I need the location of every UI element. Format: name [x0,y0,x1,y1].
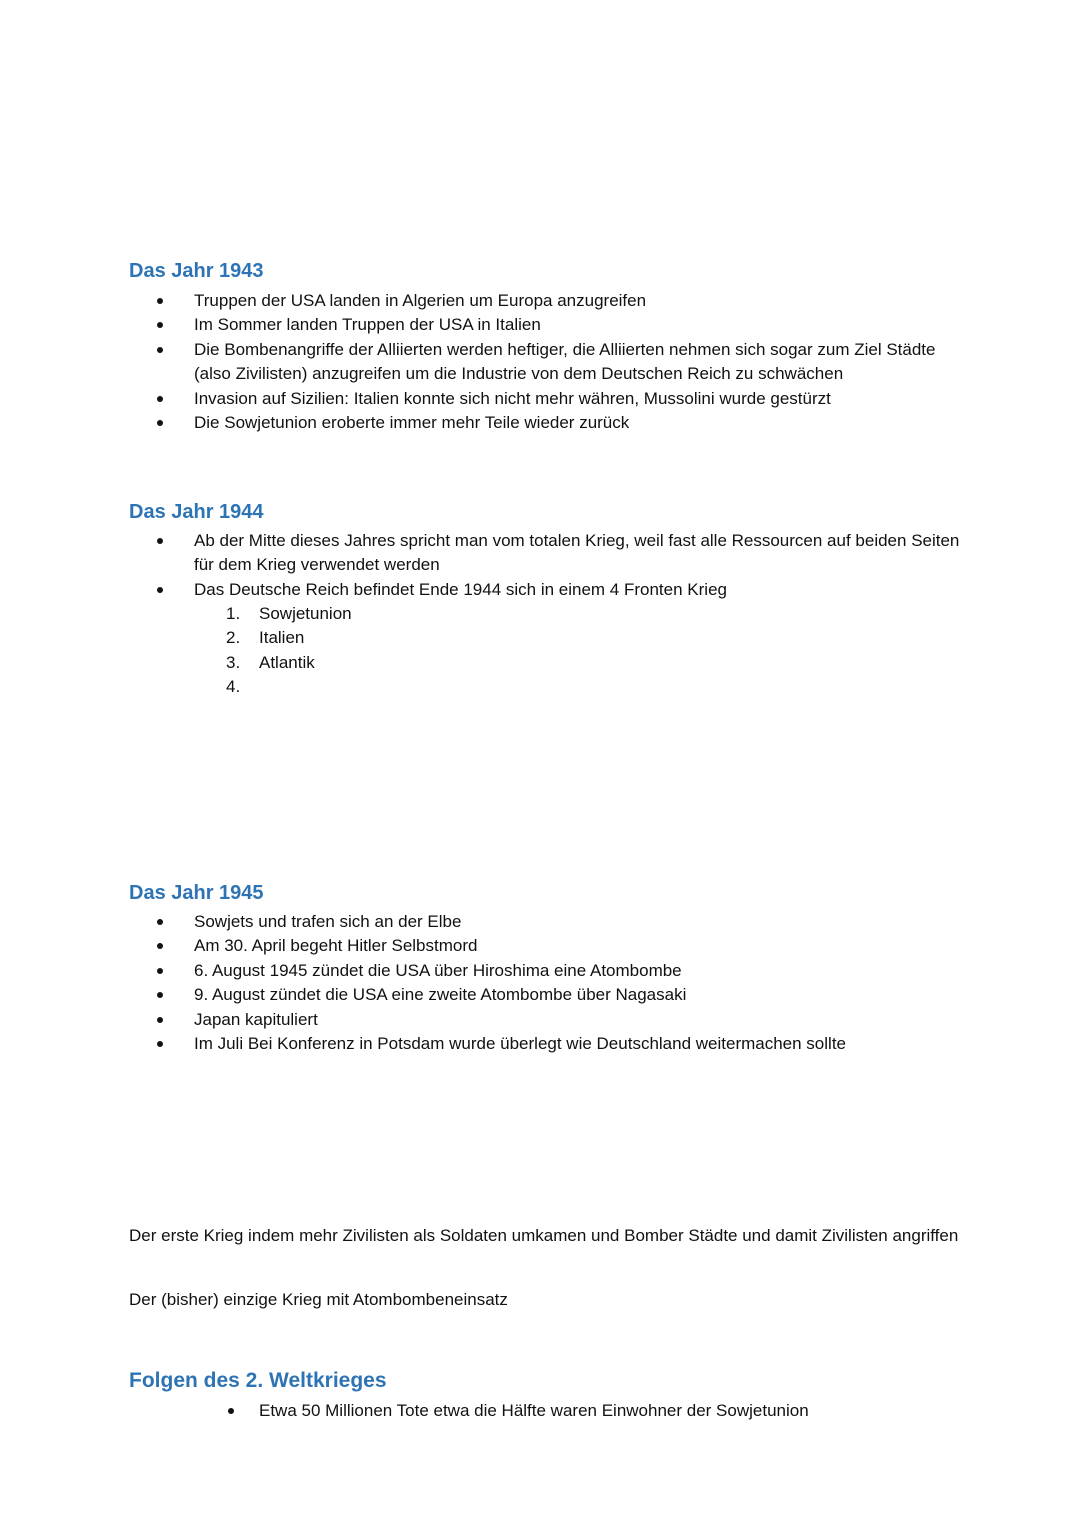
list-item: Sowjets und trafen sich an der Elbe [0,910,974,934]
list-item: 2. Italien [226,628,305,648]
list-item: Truppen der USA landen in Algerien um Europa anzugreifen [0,289,974,313]
list-item: Japan kapituliert [0,1008,974,1032]
list-item: Invasion auf Sizilien: Italien konnte sich nicht mehr währen, Mussolini wurde gestürzt [0,387,974,411]
list-item: Die Sowjetunion eroberte immer mehr Teile wieder zurück [0,411,974,435]
list-item: Die Bombenangriffe der Alliierten werden heftiger, die Alliierten nehmen sich sogar zum Ziel Städte (also Zivilisten) anzugreifen um die Industrie von dem Deutschen Reich zu schwächen [0,338,974,387]
list-item: 1. Sowjetunion [226,604,352,623]
list-item: 6. August 1945 zündet die USA über Hiroshima eine Atombombe [0,959,974,983]
list-item: 3. Atlantik [226,652,315,672]
list-item: 4. [226,677,241,697]
bullet-icon [157,298,163,304]
list-1943 [0,289,974,435]
summary-paragraph: Der (bisher) einzige Krieg mit Atombombeneinsatz [129,1290,508,1309]
list-item: Das Deutsche Reich befindet Ende 1944 sich in einem 4 Fronten Krieg [0,578,974,602]
list-item: 9. August zündet die USA eine zweite Atombombe über Nagasaki [0,983,974,1007]
bullet-icon [157,538,163,544]
bullet-icon [157,1041,163,1047]
list-item: Im Juli Bei Konferenz in Potsdam wurde überlegt wie Deutschland weitermachen sollte [0,1032,974,1056]
list-1944 [0,529,974,602]
list-1945 [0,910,974,1056]
bullet-icon [157,992,163,998]
bullet-icon [157,322,163,328]
bullet-icon [157,919,163,925]
list-item: Etwa 50 Millionen Tote etwa die Hälfte waren Einwohner der Sowjetunion [0,1399,1039,1423]
heading-1945: Das Jahr 1945 [129,882,264,904]
bullet-icon [157,1017,163,1023]
bullet-icon [157,587,163,593]
list-item: Am 30. April begeht Hitler Selbstmord [0,934,974,958]
list-folgen [0,1399,1039,1423]
heading-1944: Das Jahr 1944 [129,501,264,523]
list-item: Ab der Mitte dieses Jahres spricht man vom totalen Krieg, weil fast alle Ressourcen auf beiden Seiten für dem Krieg verwendet werden [0,529,974,578]
summary-paragraph: Der erste Krieg indem mehr Zivilisten als Soldaten umkamen und Bomber Städte und damit Zivilisten angriffen [129,1226,959,1245]
bullet-icon [157,420,163,426]
bullet-icon [157,347,163,353]
list-item: Im Sommer landen Truppen der USA in Italien [0,313,974,337]
heading-folgen: Folgen des 2. Weltkrieges [129,1369,387,1392]
bullet-icon [157,943,163,949]
bullet-icon [157,396,163,402]
heading-1943: Das Jahr 1943 [129,260,264,282]
bullet-icon [228,1408,234,1414]
fronts-list [0,602,352,700]
bullet-icon [157,968,163,974]
